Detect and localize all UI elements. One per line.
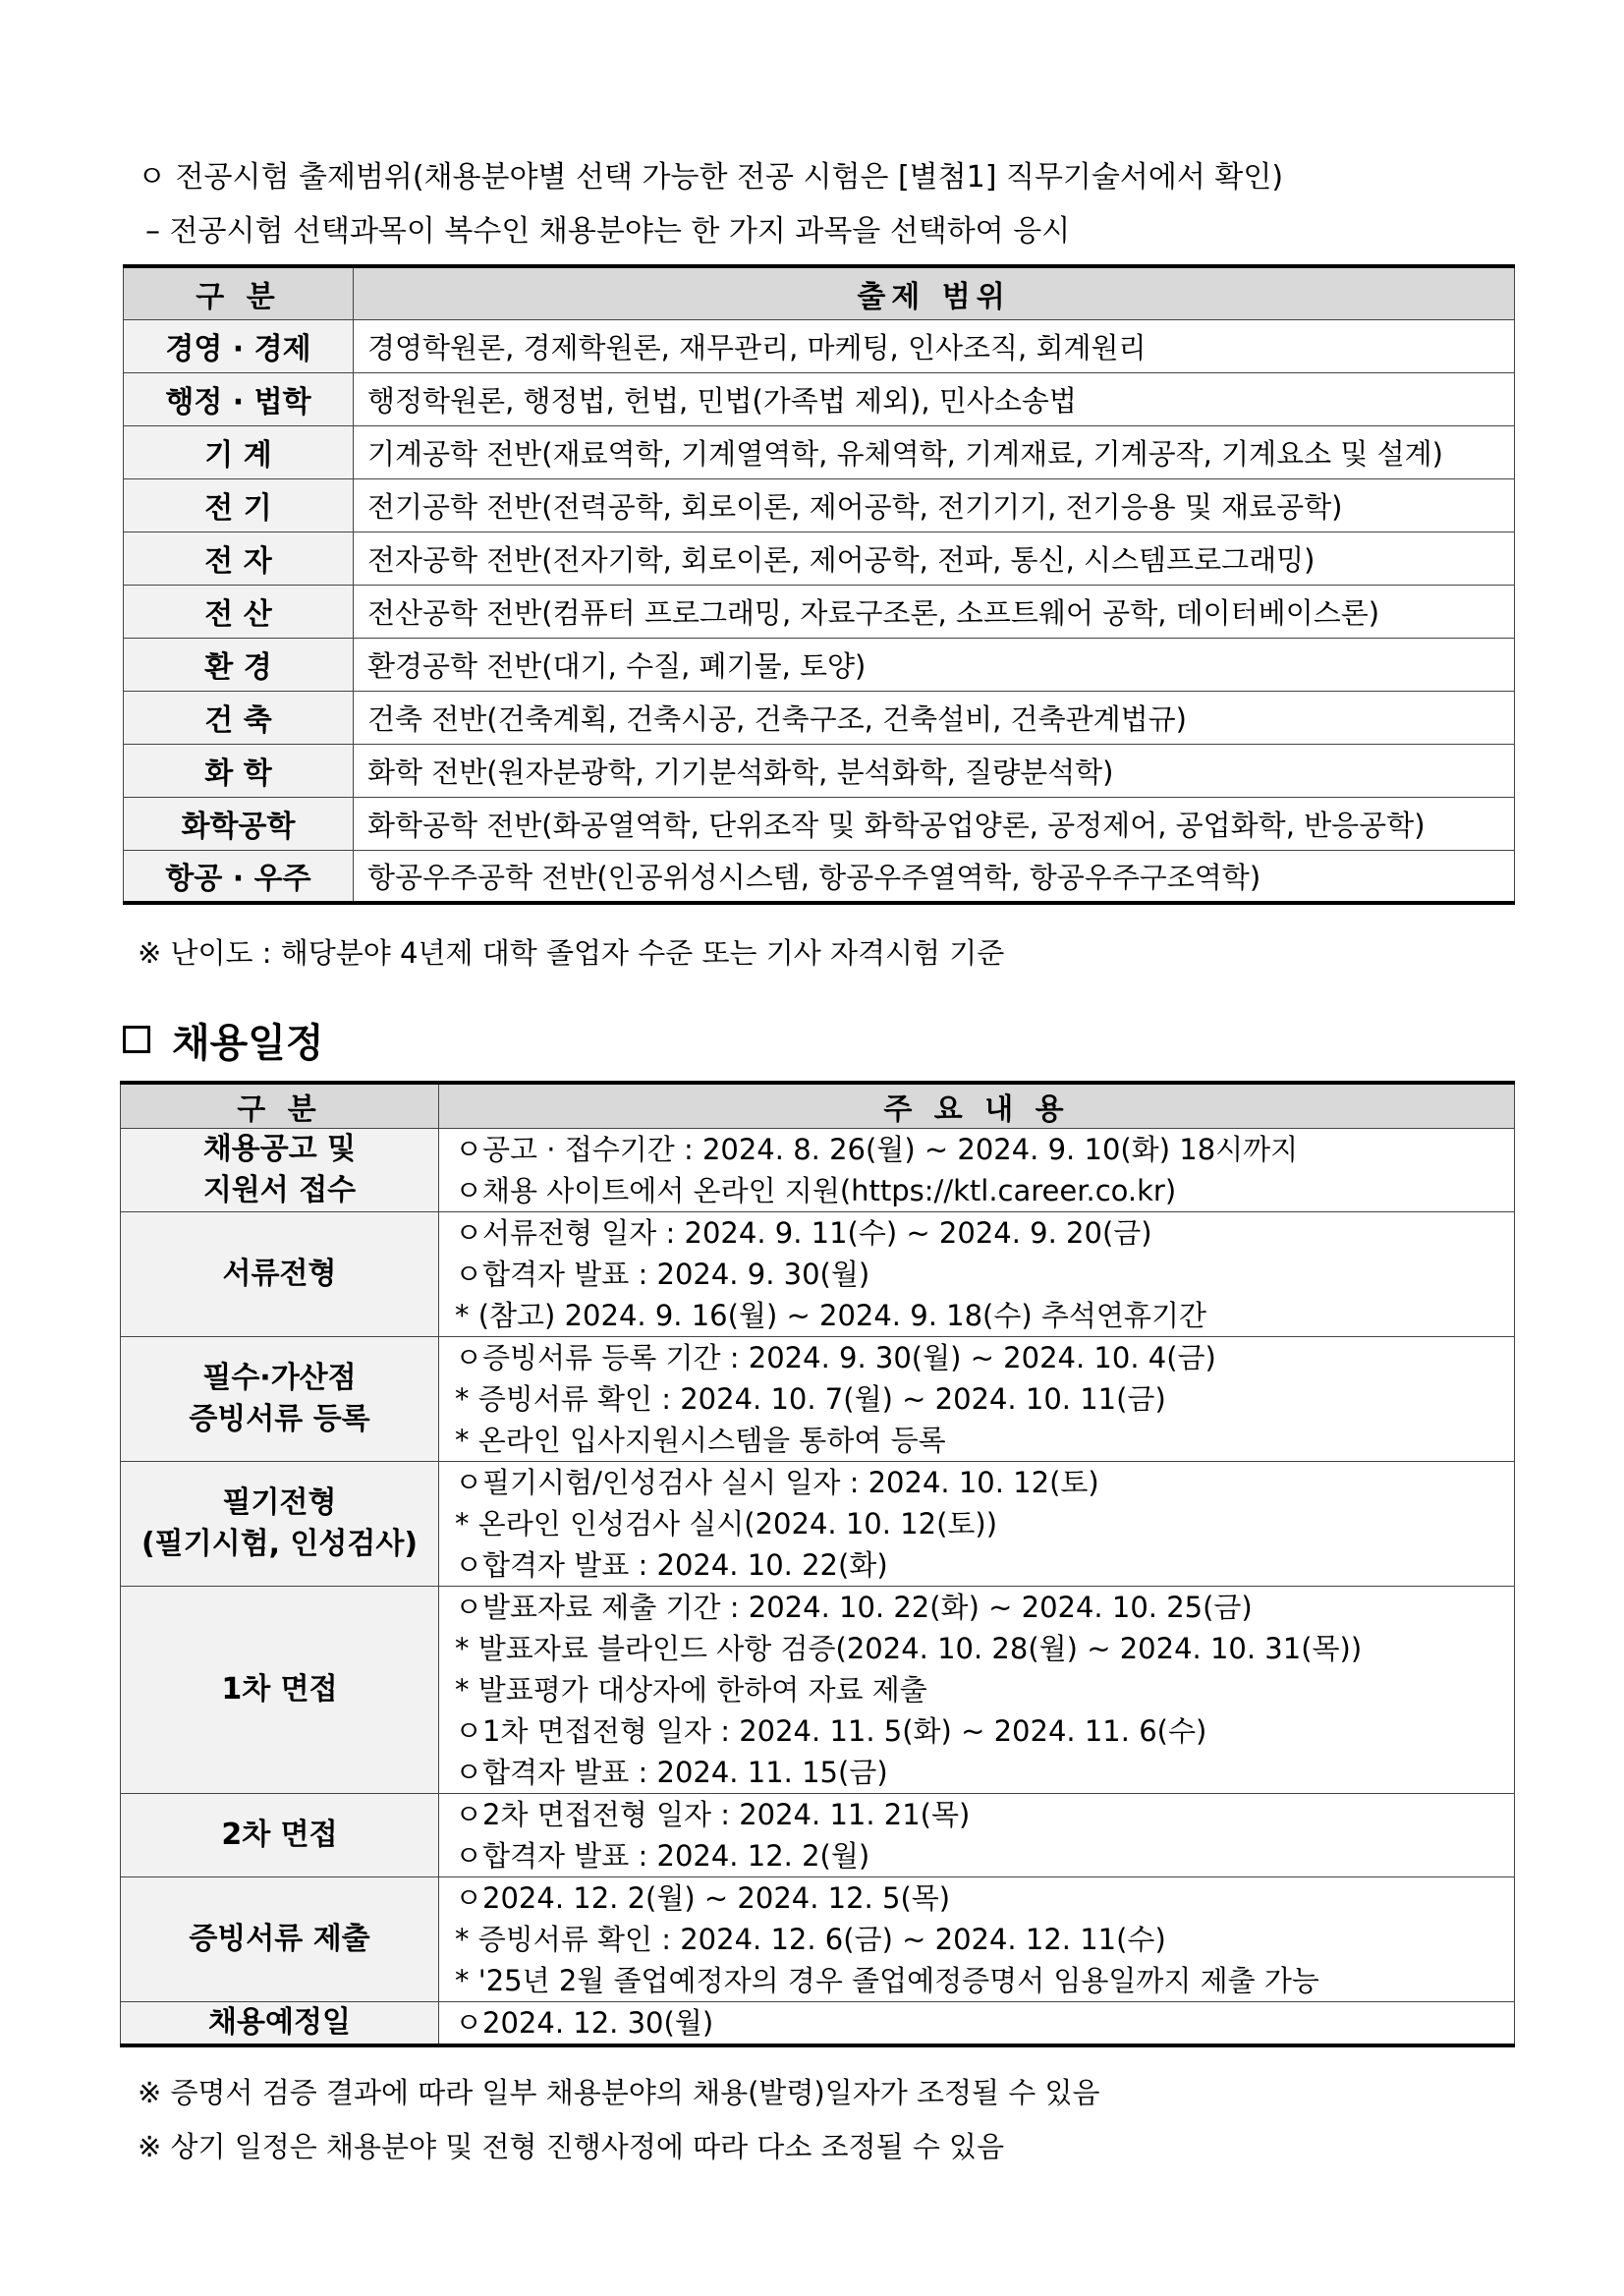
exam-scope-subnote: – 전공시험 선택과목이 복수인 채용분야는 한 가지 과목을 선택하여 응시 [145, 214, 1071, 249]
row-scope: 전산공학 전반(컴퓨터 프로그래밍, 자료구조론, 소프트웨어 공학, 데이터베이스론) [354, 585, 1515, 638]
row-category [121, 1877, 439, 2002]
content-line: * 온라인 입사지원시스템을 통하여 등록 [455, 1424, 946, 1457]
table-header-row [121, 1083, 1515, 1129]
row-category [121, 1794, 439, 1877]
row-category [121, 1462, 439, 1587]
content-line: ㅇ합격자 발표 : 2024. 11. 15(금) [455, 1756, 888, 1789]
category-line: 증빙서류 등록 [189, 1402, 370, 1436]
content-line: ㅇ합격자 발표 : 2024. 10. 22(화) [455, 1548, 888, 1582]
row-content [439, 1212, 1515, 1337]
category-line: 필기전형 [222, 1485, 337, 1520]
table-row [124, 638, 1515, 691]
table-row [121, 1212, 1515, 1337]
table-row [121, 2002, 1515, 2046]
row-category [121, 1129, 439, 1212]
schedule-heading-text: 채용일정 [172, 1021, 324, 1066]
row-category: 항공 · 우주 [124, 850, 354, 903]
content-line: * 발표자료 블라인드 사항 검증(2024. 10. 28(월) ~ 2024. 10. 31(목)) [455, 1632, 1363, 1665]
row-category: 전 자 [124, 532, 354, 585]
row-content [439, 1129, 1515, 1212]
category-line: 2차 면접 [221, 1818, 338, 1852]
content-line: ㅇ2차 면접전형 일자 : 2024. 11. 21(목) [455, 1798, 971, 1831]
table-row [124, 744, 1515, 797]
header-category: 구 분 [124, 266, 354, 319]
table-row [124, 532, 1515, 585]
content-line: ㅇ채용 사이트에서 온라인 지원(https://ktl.career.co.kr) [455, 1174, 1177, 1207]
category-line: 채용공고 및 [202, 1132, 357, 1166]
table-header-row [124, 266, 1515, 319]
content-line: ㅇ2024. 12. 30(월) [455, 2006, 714, 2040]
content-line: ㅇ합격자 발표 : 2024. 9. 30(월) [455, 1258, 870, 1291]
category-line: 필수·가산점 [202, 1361, 357, 1395]
row-scope: 항공우주공학 전반(인공위성시스템, 항공우주열역학, 항공우주구조역학) [354, 850, 1515, 903]
table-row [121, 1129, 1515, 1212]
table-row [124, 478, 1515, 532]
row-scope: 화학 전반(원자분광학, 기기분석화학, 분석화학, 질량분석학) [354, 744, 1515, 797]
content-line: ㅇ공고 · 접수기간 : 2024. 8. 26(월) ~ 2024. 9. 10(화) 18시까지 [455, 1133, 1299, 1166]
table-row [121, 1337, 1515, 1462]
row-content [439, 2002, 1515, 2046]
category-line: (필기시험, 인성검사) [140, 1527, 419, 1561]
row-category: 전 산 [124, 585, 354, 638]
header-content: 주 요 내 용 [439, 1083, 1515, 1129]
content-line: ㅇ합격자 발표 : 2024. 12. 2(월) [455, 1839, 870, 1873]
row-scope: 화학공학 전반(화공열역학, 단위조작 및 화학공업양론, 공정제어, 공업화학, 반응공학) [354, 797, 1515, 850]
content-line: * 발표평가 대상자에 한하여 자료 제출 [455, 1673, 927, 1707]
table-row [124, 372, 1515, 425]
category-line: 1차 면접 [221, 1672, 338, 1707]
content-line: * (참고) 2024. 9. 16(월) ~ 2024. 9. 18(수) 추석연휴기간 [455, 1299, 1206, 1332]
table-row [121, 1794, 1515, 1877]
row-content [439, 1462, 1515, 1587]
verification-note: ※ 증명서 검증 결과에 따라 일부 채용분야의 채용(발령)일자가 조정될 수 있음 [138, 2076, 1100, 2109]
content-line: * 온라인 인성검사 실시(2024. 10. 12(토)) [455, 1507, 998, 1540]
content-line: ㅇ서류전형 일자 : 2024. 9. 11(수) ~ 2024. 9. 20(금) [455, 1216, 1152, 1250]
header-scope: 출제 범위 [354, 266, 1515, 319]
category-line: 서류전형 [222, 1257, 337, 1291]
schedule-heading [123, 1012, 324, 1068]
row-scope: 전기공학 전반(전력공학, 회로이론, 제어공학, 전기기기, 전기응용 및 재료공학) [354, 478, 1515, 532]
row-category: 건 축 [124, 691, 354, 744]
schedule-table [120, 1081, 1515, 2047]
row-scope: 경영학원론, 경제학원론, 재무관리, 마케팅, 인사조직, 회계원리 [354, 319, 1515, 372]
exam-scope-intro: ㅇ 전공시험 출제범위(채용분야별 선택 가능한 전공 시험은 [별첨1] 직무기술서에서 확인) [138, 160, 1284, 195]
row-category: 화 학 [124, 744, 354, 797]
content-line: ㅇ발표자료 제출 기간 : 2024. 10. 22(화) ~ 2024. 10. 25(금) [455, 1591, 1253, 1624]
category-line: 증빙서류 제출 [189, 1922, 370, 1956]
row-category [121, 1587, 439, 1794]
row-category [121, 1337, 439, 1462]
content-line: ㅇ1차 면접전형 일자 : 2024. 11. 5(화) ~ 2024. 11. 6(수) [455, 1714, 1207, 1748]
row-scope: 행정학원론, 행정법, 헌법, 민법(가족법 제외), 민사소송법 [354, 372, 1515, 425]
row-scope: 전자공학 전반(전자기학, 회로이론, 제어공학, 전파, 통신, 시스템프로그래밍) [354, 532, 1515, 585]
difficulty-note: ※ 난이도 : 해당분야 4년제 대학 졸업자 수준 또는 기사 자격시험 기준 [138, 936, 1005, 970]
table-row [124, 850, 1515, 903]
row-category: 경영 · 경제 [124, 319, 354, 372]
row-category: 환 경 [124, 638, 354, 691]
row-content [439, 1794, 1515, 1877]
row-scope: 기계공학 전반(재료역학, 기계열역학, 유체역학, 기계재료, 기계공작, 기계요소 및 설계) [354, 425, 1515, 478]
row-content [439, 1877, 1515, 2002]
row-scope: 건축 전반(건축계획, 건축시공, 건축구조, 건축설비, 건축관계법규) [354, 691, 1515, 744]
table-row [124, 319, 1515, 372]
table-row [124, 691, 1515, 744]
exam-scope-table [123, 264, 1515, 905]
table-row [124, 797, 1515, 850]
square-bullet-icon [123, 1026, 150, 1053]
content-line: * '25년 2월 졸업예정자의 경우 졸업예정증명서 임용일까지 제출 가능 [455, 1964, 1319, 1997]
row-content [439, 1337, 1515, 1462]
content-line: ㅇ증빙서류 등록 기간 : 2024. 9. 30(월) ~ 2024. 10. 4(금) [455, 1341, 1216, 1374]
content-line: ㅇ필기시험/인성검사 실시 일자 : 2024. 10. 12(토) [455, 1466, 1099, 1499]
table-row [124, 585, 1515, 638]
row-category [121, 2002, 439, 2046]
row-category [121, 1212, 439, 1337]
content-line: * 증빙서류 확인 : 2024. 12. 6(금) ~ 2024. 12. 11(수) [455, 1923, 1166, 1956]
row-category: 기 계 [124, 425, 354, 478]
row-category: 행정 · 법학 [124, 372, 354, 425]
content-line: * 증빙서류 확인 : 2024. 10. 7(월) ~ 2024. 10. 11(금) [455, 1382, 1166, 1416]
row-scope: 환경공학 전반(대기, 수질, 폐기물, 토양) [354, 638, 1515, 691]
table-row [121, 1587, 1515, 1794]
content-line: ㅇ2024. 12. 2(월) ~ 2024. 12. 5(목) [455, 1881, 951, 1915]
category-line: 채용예정일 [208, 2005, 351, 2040]
header-category: 구 분 [121, 1083, 439, 1129]
row-category: 화학공학 [124, 797, 354, 850]
table-row [121, 1877, 1515, 2002]
row-category: 전 기 [124, 478, 354, 532]
table-row [124, 425, 1515, 478]
schedule-adjust-note: ※ 상기 일정은 채용분야 및 전형 진행사정에 따라 다소 조정될 수 있음 [138, 2130, 1005, 2163]
row-content [439, 1587, 1515, 1794]
table-row [121, 1462, 1515, 1587]
category-line: 지원서 접수 [202, 1173, 357, 1207]
